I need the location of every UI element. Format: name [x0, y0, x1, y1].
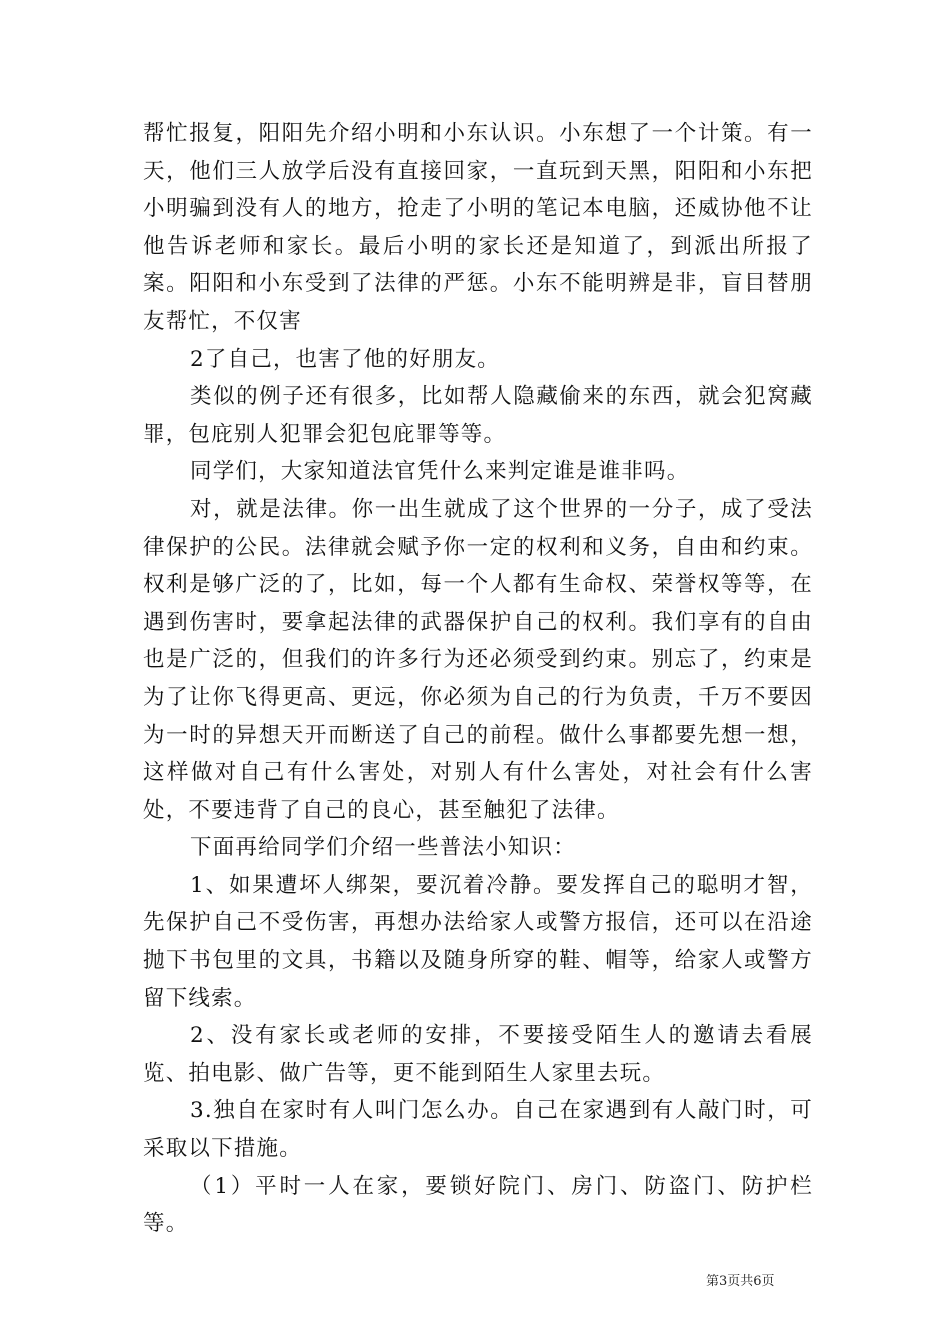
- document-body: [143, 115, 813, 1243]
- paragraph-7: 1、如果遭坏人绑架，要沉着冷静。要发挥自己的聪明才智，先保护自己不受伤害，再想办法给家人或警方报信，还可以在沿途抛下书包里的文具，书籍以及随身所穿的鞋、帽等，给家人或警方留下线索。: [143, 872, 813, 1011]
- paragraph-1: 帮忙报复，阳阳先介绍小明和小东认识。小东想了一个计策。有一天，他们三人放学后没有直接回家，一直玩到天黑，阳阳和小东把小明骗到没有人的地方，抢走了小明的笔记本电脑，还威协他不让他告诉老师和家长。最后小明的家长还是知道了，到派出所报了案。阳阳和小东受到了法律的严惩。小东不能明辨是非，盲目替朋友帮忙，不仅害: [143, 121, 813, 334]
- paragraph-3: 类似的例子还有很多，比如帮人隐藏偷来的东西，就会犯窝藏罪，包庇别人犯罪会犯包庇罪等等。: [143, 384, 813, 447]
- paragraph-4: 同学们，大家知道法官凭什么来判定谁是谁非吗。: [190, 459, 690, 485]
- paragraph-5: 对，就是法律。你一出生就成了这个世界的一分子，成了受法律保护的公民。法律就会赋予你一定的权利和义务，自由和约束。权利是够广泛的了，比如，每一个人都有生命权、荣誉权等等，在遇到伤害时，要拿起法律的武器保护自己的权利。我们享有的自由也是广泛的，但我们的许多行为还必须受到约束。别忘了，约束是为了让你飞得更高、更远，你必须为自己的行为负责，千万不要因为一时的异想天开而断送了自己的前程。做什么事都要先想一想，这样做对自己有什么害处，对别人有什么害处，对社会有什么害处，不要违背了自己的良心，甚至触犯了法律。: [143, 496, 813, 823]
- paragraph-6: 下面再给同学们介绍一些普法小知识：: [190, 835, 576, 861]
- paragraph-10: （1）平时一人在家，要锁好院门、房门、防盗门、防护栏等。: [143, 1173, 813, 1237]
- page-number: 第3页共6页: [706, 1274, 775, 1289]
- paragraph-8: 2、没有家长或老师的安排，不要接受陌生人的邀请去看展览、拍电影、做广告等，更不能到陌生人家里去玩。: [143, 1023, 813, 1086]
- paragraph-2: 2了自己，也害了他的好朋友。: [190, 346, 500, 372]
- paragraph-9: 3.独自在家时有人叫门怎么办。自己在家遇到有人敲门时，可采取以下措施。: [143, 1098, 813, 1162]
